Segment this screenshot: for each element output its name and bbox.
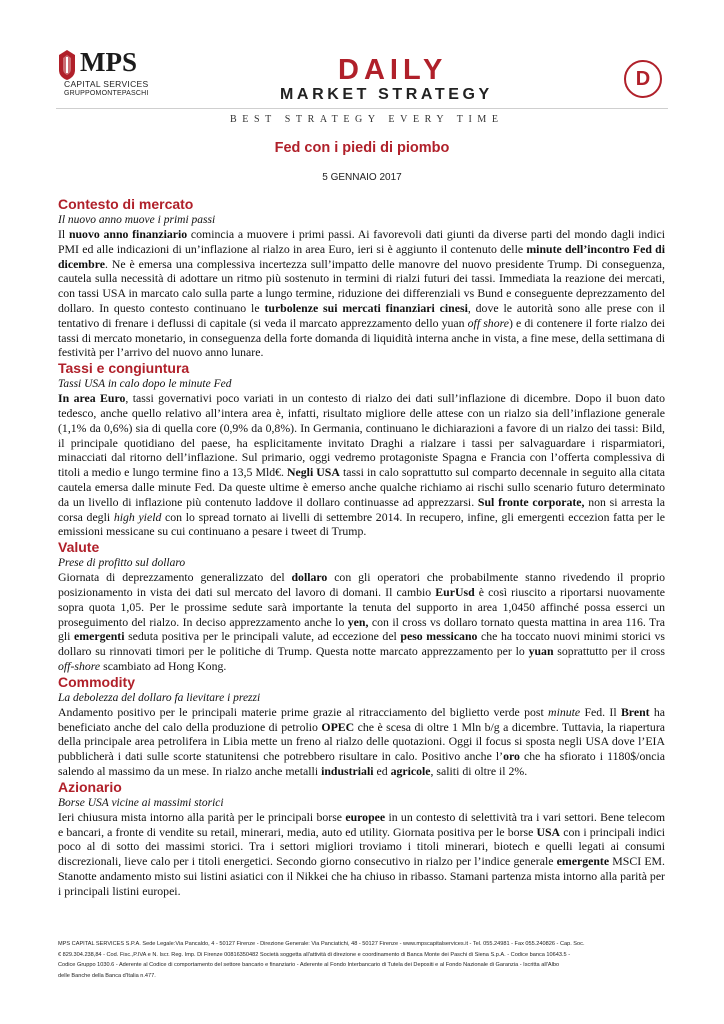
section-title: Commodity xyxy=(58,673,135,690)
emphasis: dollaro xyxy=(291,570,328,585)
section-title: Azionario xyxy=(58,778,122,795)
emphasis: Negli USA xyxy=(287,465,340,480)
section-body xyxy=(58,705,665,779)
footer-line: € 829.304.238,84 - Cod. Fisc.,P.IVA e N. Iscr. Reg. Imp. Di Firenze 00816350482 Società soggetta all'attività di direzione e coordinamento di Banca Monte dei Paschi di Siena S.p.A. - Codice banca 10643.5 - xyxy=(58,951,571,958)
text-run: . Ne è emersa una complessiva incertezza sull’impatto delle manovre del nuovo presidente Trump. Di conseguenza, cautela sulla necessità di adottare un ritmo più sostenuto in termini di rialzi futuri dei tassi. Immediata la reazione dei mercati, con tassi USA in marcato calo sulla parte a lungo termine, riduzione dei differenziali vs Bund e conseguente deprezzamento del dollaro. In questo contesto continuano le xyxy=(58,256,665,315)
report-title: DAILY xyxy=(338,54,448,86)
text-run: che è scesa di oltre 1 Mln b/g a dicembre. Tuttavia, la riapertura della principale area petrolifera in Libia mette un freno al rialzo delle quotazioni. Oggi il focus si sposta negli USA dove l’EIA pubblicherà i dati sulle scorte statunitensi che potrebbero risultare in calo. Positivo anche l’ xyxy=(58,719,665,764)
text-run: , tassi governativi poco variati in un contesto di rialzo dei dati sull’inflazione di dicembre. Dopo il buon dato tedesco, anche quello relativo all’intera area è, infatti, risultato migliore delle attese con un rialzo sia dell’inflazione generale (1,1% da 0,6%) sia di quella core (0,9% da 0,8%). In Germania, continuano le dichiarazioni a favore di un rialzo dei tassi: Bild, il principale quotidiano del paese, ha esplicitamente invitato Draghi a rialzare i tassi per salvaguardare i risparmiatori, minacciati dal ritorno dell’inflazione. Sul primario, oggi vedremo protagoniste Spagna e Francia con l’offerta complessiva di titoli a medio e lungo termine fino a 13,5 Mld€. xyxy=(58,391,665,480)
brand-subtitle: CAPITAL SERVICES xyxy=(64,79,149,89)
emphasis: In area Euro xyxy=(58,391,126,406)
document-date: 5 GENNAIO 2017 xyxy=(322,172,402,183)
emphasis: Sul fronte corporate, xyxy=(477,494,585,509)
text-run: , saliti di oltre il 2%. xyxy=(430,763,528,778)
text-run: MSCI EM. Stanotte andamento misto sui listini asiatici con il Nikkei che ha chiuso in ribasso. Stamani partenza mista intorno alla parità per i principali listini europei. xyxy=(58,854,665,898)
header-divider xyxy=(56,108,668,109)
text-run: in un contesto di selettività tra i vari settori. Bene telecom e bancari, a fronte di vendite su retail, minerari, media, auto ed utility. Giornata positiva per le borse xyxy=(58,809,665,839)
footer-line: MPS CAPITAL SERVICES S.P.A. Sede Legale:Via Pancaldo, 4 - 50127 Firenze - Direzione Generale: Via Panciatichi, 48 - 50127 Firenze - www.mpscapitalservices.it - Tel. 055.24981 - Fax 055.240826 - Cap. Soc. xyxy=(58,941,585,947)
text-run: Giornata di deprezzamento generalizzato del xyxy=(58,570,292,585)
brand-name: MPS xyxy=(80,47,137,77)
section xyxy=(58,360,665,539)
text-run: Andamento positivo per le principali materie prime grazie al ritracciamento del biglietto verde post xyxy=(58,704,549,719)
text-run: comincia a muovere i primi passi. Ai favorevoli dati giunti da diverse parti del mondo dagli indici PMI ed alle indicazioni di un’inflazione al rialzo in area Euro, ieri si è aggiunto il contenuto delle xyxy=(58,227,665,256)
section-body xyxy=(58,810,665,899)
text-run: Fed. Il xyxy=(580,704,621,719)
section-subtitle: Borse USA vicine ai massimi storici xyxy=(58,796,224,809)
document-title: Fed con i piedi di piombo xyxy=(274,140,450,156)
section-subtitle: La debolezza del dollaro fa lievitare i prezzi xyxy=(58,691,261,704)
emphasis: industriali xyxy=(321,763,374,778)
text-run: ha beneficiato anche del calo della produzione di petrolio xyxy=(58,704,666,734)
legal-footer xyxy=(58,939,666,981)
emphasis: OPEC xyxy=(321,719,355,734)
text-run: soprattutto per il cross xyxy=(553,644,665,659)
text-run: che ha toccato nuovi minimi storici vs dollaro su rinnovati timori per le politiche di Trump. Questa notte marcato apprezzamento per lo xyxy=(58,629,666,659)
text-run: che ha sfiorato i 1180$/oncia salendo al massimo da un mese. In rialzo anche metalli xyxy=(58,749,665,778)
section-body xyxy=(58,570,665,674)
section-subtitle: Tassi USA in calo dopo le minute Fed xyxy=(58,378,232,391)
emphasis: emergenti xyxy=(74,629,125,644)
text-run: ) e di contenere il forte rialzo dei tassi di mercato monetario, in conseguenza della forte domanda di liquidità interna anche in vista, a fine mese, della settimana di festività per l’arrivo del nuovo anno lunare. xyxy=(58,315,666,360)
emphasis: EurUsd xyxy=(435,584,475,599)
section-subtitle: Il nuovo anno muove i primi passi xyxy=(58,214,216,226)
footer-line: delle Banche della Banca d'Italia n.477. xyxy=(58,972,156,979)
badge-letter: D xyxy=(635,68,651,90)
emphasis: yen, xyxy=(347,614,369,629)
italic-term: off shore xyxy=(467,315,509,330)
text-run: non si arresta la corsa degli xyxy=(58,494,665,524)
seal-icon xyxy=(56,48,78,82)
section-title: Tassi e congiuntura xyxy=(58,360,190,377)
text-run: , dove le autorità sono alle prese con il tentativo di frenare i deflussi di capitale (si veda il marcato apprezzamento dello yuan xyxy=(58,300,666,330)
document-body xyxy=(58,196,665,898)
emphasis: minute dell’incontro Fed di dicembre xyxy=(58,241,665,271)
italic-term: high yield xyxy=(113,509,162,524)
report-subtitle: MARKET STRATEGY xyxy=(280,86,493,103)
emphasis: Brent xyxy=(620,704,650,719)
italic-term: off-shore xyxy=(58,658,101,673)
emphasis: emergente xyxy=(556,854,610,869)
emphasis: peso messicano xyxy=(400,629,478,644)
text-run: Il xyxy=(58,227,69,241)
section xyxy=(58,779,665,899)
section-title: Valute xyxy=(58,539,100,556)
section xyxy=(58,674,665,779)
section-body xyxy=(58,227,665,360)
emphasis: oro xyxy=(503,749,520,764)
text-run: con il cross vs dollaro tornato questa mattina in area 116. Tra gli xyxy=(58,614,665,644)
brand-group: GRUPPOMONTEPASCHI xyxy=(64,90,149,97)
text-run: scambiato ad Hong Kong. xyxy=(100,658,227,673)
emphasis: agricole xyxy=(390,763,431,778)
emphasis: turbolenze sui mercati finanziari cinesi xyxy=(264,300,468,315)
text-run: è così riuscito a riportarsi nuovamente sopra quota 1,05. Per le prossime sedute sarà importante la tenuta del supporto in area 1,0450 affinché possa esserci un proseguimento del rialzo. In deciso apprezzamento anche lo xyxy=(58,584,665,629)
text-run: con i principali indici poco al di sotto dei massimi storici. Tra i settori migliori troviamo i titoli minerari, biotech e quelli legati ai consumi discrezionali, lieve calo per i titoli energetici. Secondo giorno consecutivo in rialzo per l’indice generale xyxy=(58,824,665,869)
footer-line: Codice Gruppo 1030.6 - Aderente al Codice di comportamento del settore bancario e finanziario - Aderente al Fondo Interbancario di Tutela dei Depositi e al Fondo Nazionale di Garanzia - Iscritta all'Albo xyxy=(58,962,560,969)
italic-term: minute xyxy=(548,704,581,719)
text-run: con lo spread tornato ai livelli di settembre 2014. In recupero, infine, gli emergenti eccezion fatta per le emissioni messicane su cui continuano a pesare i tweet di Trump. xyxy=(58,509,665,539)
section-title: Contesto di mercato xyxy=(58,196,194,212)
emphasis: yuan xyxy=(528,644,554,659)
emphasis: USA xyxy=(536,824,561,839)
text-run: seduta positiva per le principali valute, ad eccezione del xyxy=(124,629,401,644)
section xyxy=(58,539,665,674)
tagline: BEST STRATEGY EVERY TIME xyxy=(230,114,504,125)
text-run: tassi in calo soprattutto sul comparto decennale in seguito alla citata cautela emersa dalle minute Fed. Da queste ultime è emerso anche qualche richiamo ai rischi sullo scenario futuro determinato da un livello di inflazione più contenuto laddove il dollaro continuasse ad apprezzarsi. xyxy=(58,465,665,509)
emphasis: europee xyxy=(345,809,386,824)
report-badge xyxy=(624,60,662,98)
text-run: ed xyxy=(373,763,391,778)
section-body xyxy=(58,391,665,539)
text-run: con gli operatori che probabilmente stanno rivedendo il proprio posizionamento in vista dei dati sul mercato del lavoro di domani. Il cambio xyxy=(58,570,665,599)
emphasis: nuovo anno finanziario xyxy=(68,227,188,241)
section-subtitle: Prese di profitto sul dollaro xyxy=(58,557,186,570)
text-run: Ieri chiusura mista intorno alla parità per le principali borse xyxy=(58,809,346,824)
section xyxy=(58,196,665,360)
